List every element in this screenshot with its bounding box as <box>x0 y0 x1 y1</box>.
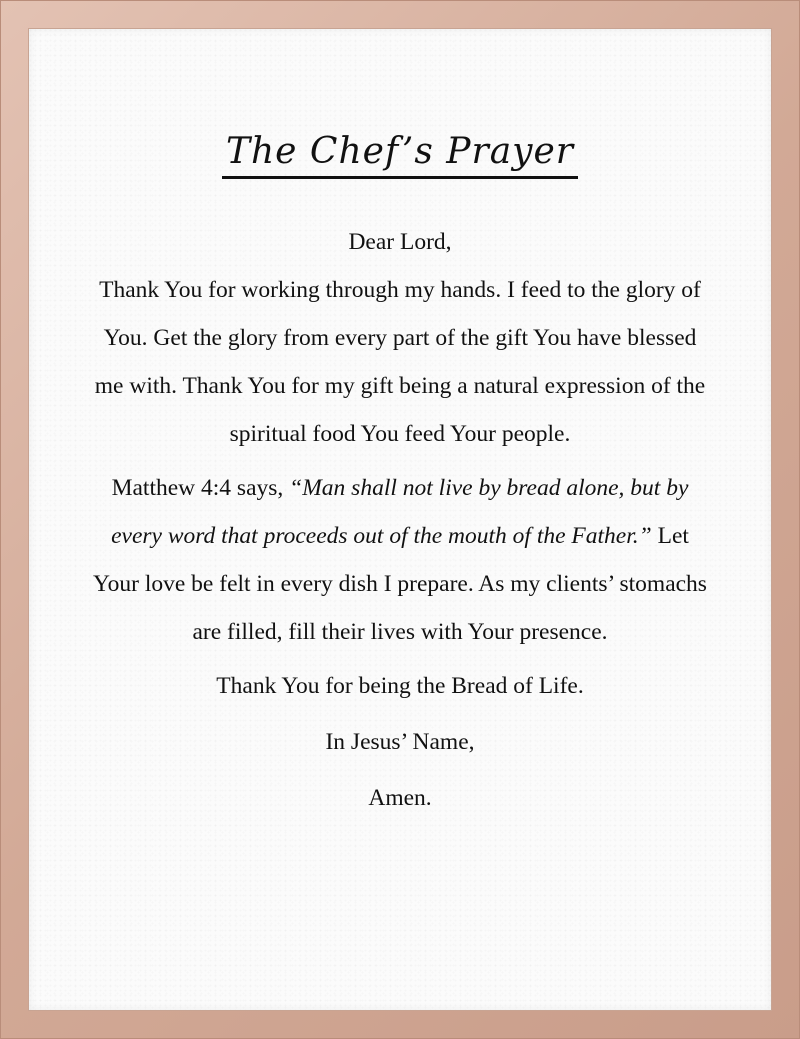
bread-of-life-line: Thank You for being the Bread of Life. <box>216 673 584 699</box>
paragraph-scripture <box>88 464 712 656</box>
prayer-paper <box>28 28 772 1011</box>
amen-line: Amen. <box>368 785 432 811</box>
closing-line: In Jesus’ Name, <box>325 729 475 755</box>
page-title: The Chef’s Prayer <box>222 132 578 179</box>
greeting: Dear Lord, <box>348 229 452 255</box>
scripture-quote: “Man shall not live by bread alone, but by every word that proceeds out of the mouth of the Father.” <box>111 475 689 549</box>
paragraph-thanks-hands: Thank You for working through my hands. I feed to the glory of You. Get the glory from every part of the gift You have blessed me with. Thank You for my gift being a natural expression of the spiritual food You feed Your people. <box>94 277 706 447</box>
prayer-body <box>88 218 712 822</box>
scripture-intro: Matthew 4:4 says, <box>111 475 284 501</box>
title-block <box>28 132 772 179</box>
scripture-rest: Let Your love be felt in every dish I prepare. As my clients’ stomachs are filled, fill their lives with Your presence. <box>93 523 707 645</box>
